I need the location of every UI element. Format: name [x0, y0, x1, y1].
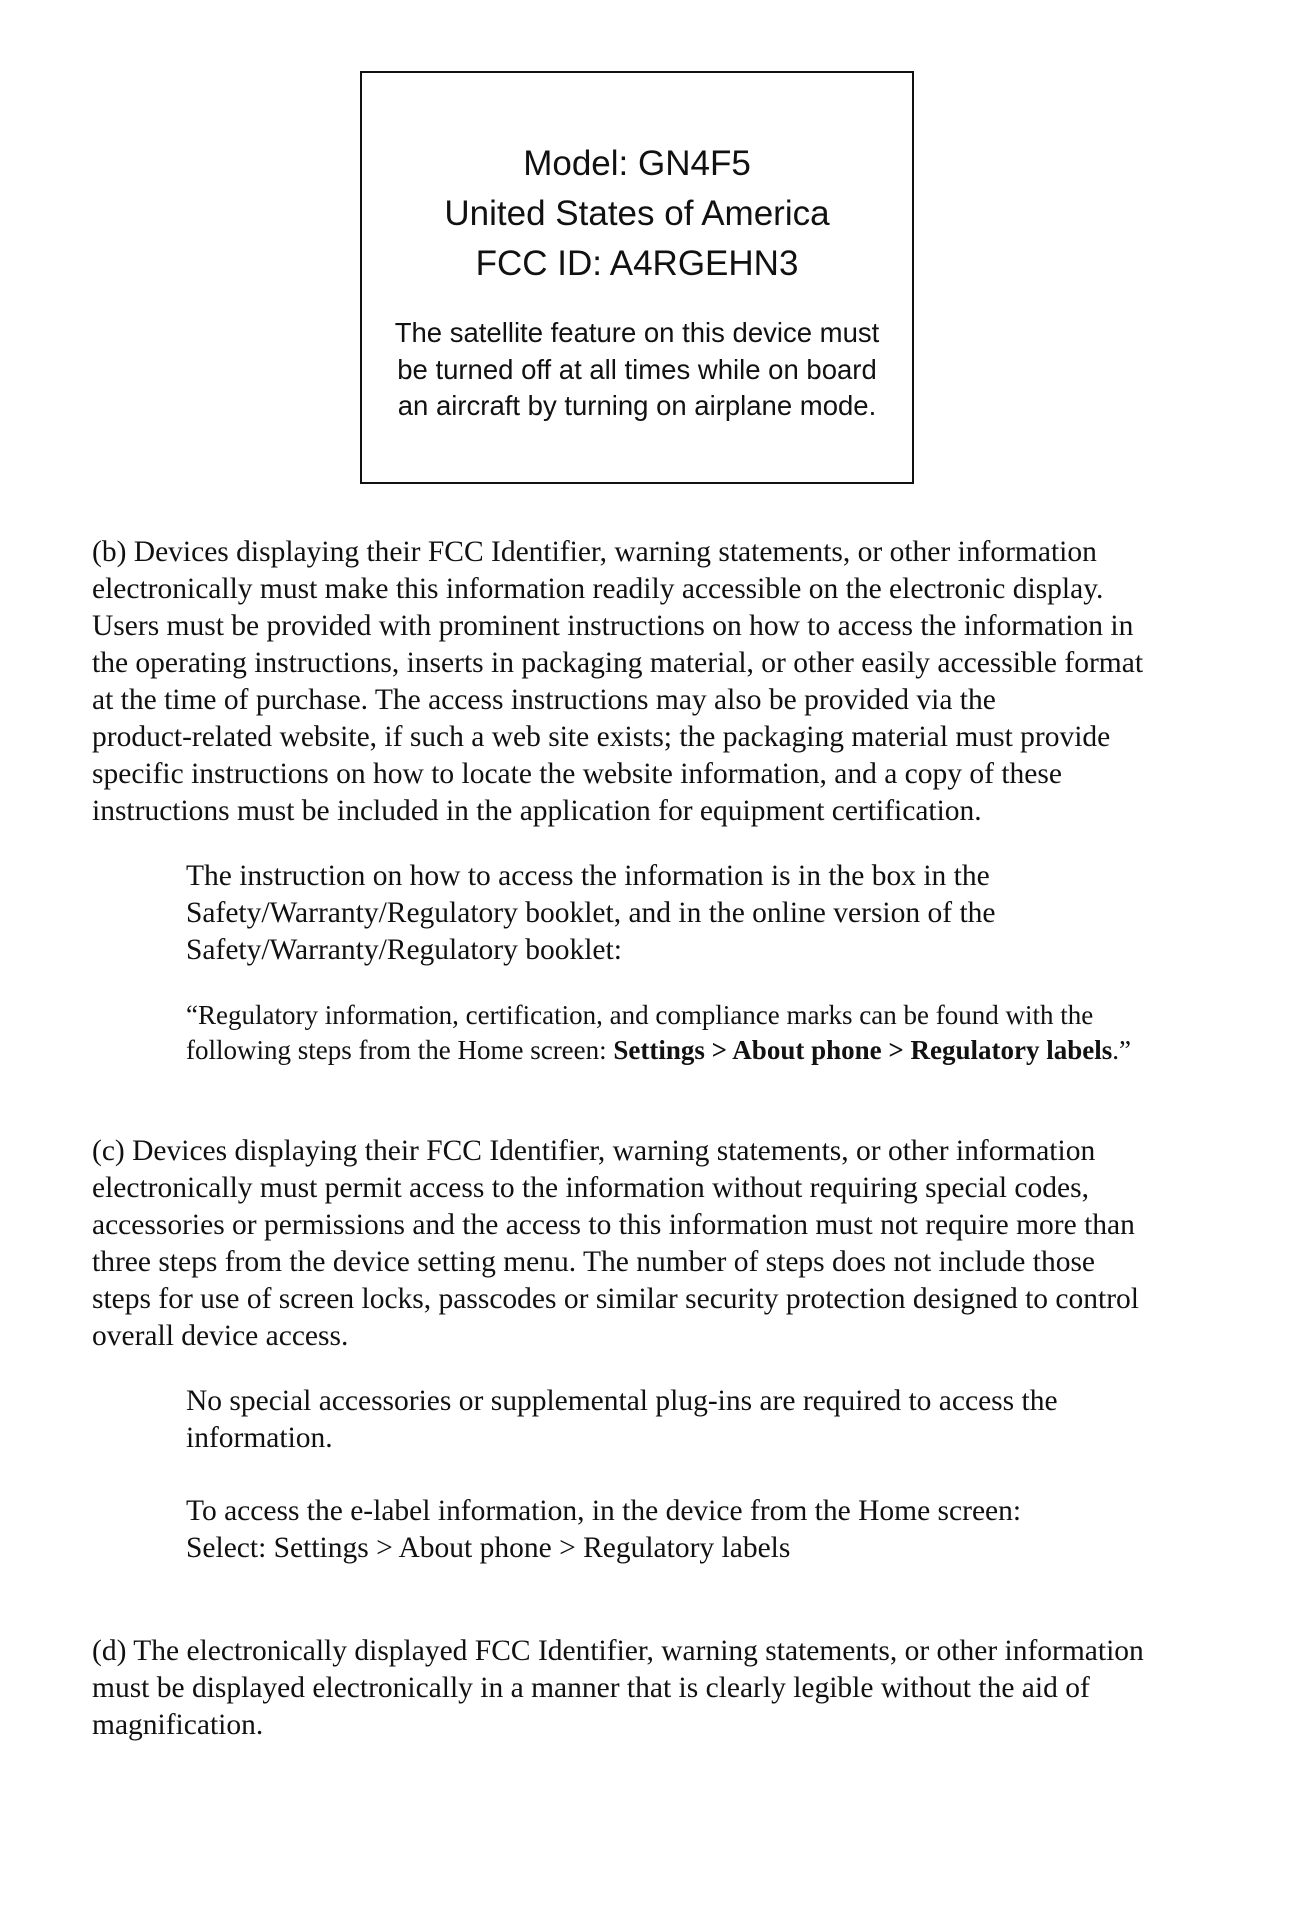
paragraph-line: magnification. — [92, 1709, 264, 1741]
response-line: The instruction on how to access the information is in the box in the — [186, 860, 990, 892]
settings-path: Settings > About phone > Regulatory labels — [613, 1035, 1113, 1065]
notice-line: The satellite feature on this device must — [394, 317, 880, 348]
section-c-response-accessories — [186, 1383, 1058, 1457]
quote-suffix: .” — [1112, 1035, 1131, 1065]
response-line: Safety/Warranty/Regulatory booklet, and in the online version of the — [186, 897, 996, 929]
section-b-quote — [186, 998, 1131, 1068]
paragraph-line: product-related website, if such a web site exists; the packaging material must provide — [92, 721, 1111, 753]
paragraph-line: (d) The electronically displayed FCC Identifier, warning statements, or other information — [92, 1635, 1144, 1667]
section-d-paragraph — [92, 1633, 1144, 1744]
response-line: No special accessories or supplemental plug-ins are required to access the — [186, 1385, 1058, 1417]
response-line: To access the e-label information, in the device from the Home screen: — [186, 1495, 1022, 1527]
paragraph-line: specific instructions on how to locate the website information, and a copy of these — [92, 758, 1062, 790]
quote-line: “Regulatory information, certification, and compliance marks can be found with the — [186, 1000, 1094, 1030]
section-c-response-access-steps — [186, 1493, 1021, 1567]
section-c-paragraph — [92, 1133, 1139, 1355]
paragraph-line: three steps from the device setting menu. The number of steps does not include those — [92, 1246, 1096, 1278]
label-model: Model: GN4F5 — [523, 144, 751, 183]
notice-line: an aircraft by turning on airplane mode. — [397, 390, 877, 421]
response-line: Safety/Warranty/Regulatory booklet: — [186, 934, 622, 966]
paragraph-line: overall device access. — [92, 1320, 349, 1352]
paragraph-line: (c) Devices displaying their FCC Identifier, warning statements, or other information — [92, 1135, 1096, 1167]
response-line: Select: Settings > About phone > Regulatory labels — [186, 1532, 791, 1564]
label-satellite-notice — [362, 315, 912, 425]
paragraph-line: at the time of purchase. The access instructions may also be provided via the — [92, 684, 996, 716]
paragraph-line: electronically must permit access to the information without requiring special codes, — [92, 1172, 1089, 1204]
regulatory-label-box — [360, 71, 914, 484]
paragraph-line: must be displayed electronically in a manner that is clearly legible without the aid of — [92, 1672, 1090, 1704]
section-b-response — [186, 858, 995, 969]
paragraph-line: accessories or permissions and the access to this information must not require more than — [92, 1209, 1135, 1241]
paragraph-line: the operating instructions, inserts in packaging material, or other easily accessible format — [92, 647, 1144, 679]
notice-line: be turned off at all times while on board — [397, 353, 877, 385]
paragraph-line: electronically must make this information readily accessible on the electronic display. — [92, 573, 1104, 605]
paragraph-line: steps for use of screen locks, passcodes or similar security protection designed to control — [92, 1283, 1139, 1315]
label-identity — [362, 139, 912, 289]
section-b-paragraph — [92, 534, 1143, 830]
paragraph-line: Users must be provided with prominent instructions on how to access the information in — [92, 610, 1134, 642]
paragraph-line: instructions must be included in the application for equipment certification. — [92, 795, 982, 827]
response-line: information. — [186, 1422, 333, 1454]
quote-line — [186, 1033, 1131, 1068]
label-fcc-id: FCC ID: A4RGEHN3 — [475, 244, 799, 283]
paragraph-line: (b) Devices displaying their FCC Identifier, warning statements, or other information — [92, 536, 1097, 568]
quote-prefix: following steps from the Home screen: — [186, 1035, 614, 1065]
label-country: United States of America — [444, 194, 830, 233]
